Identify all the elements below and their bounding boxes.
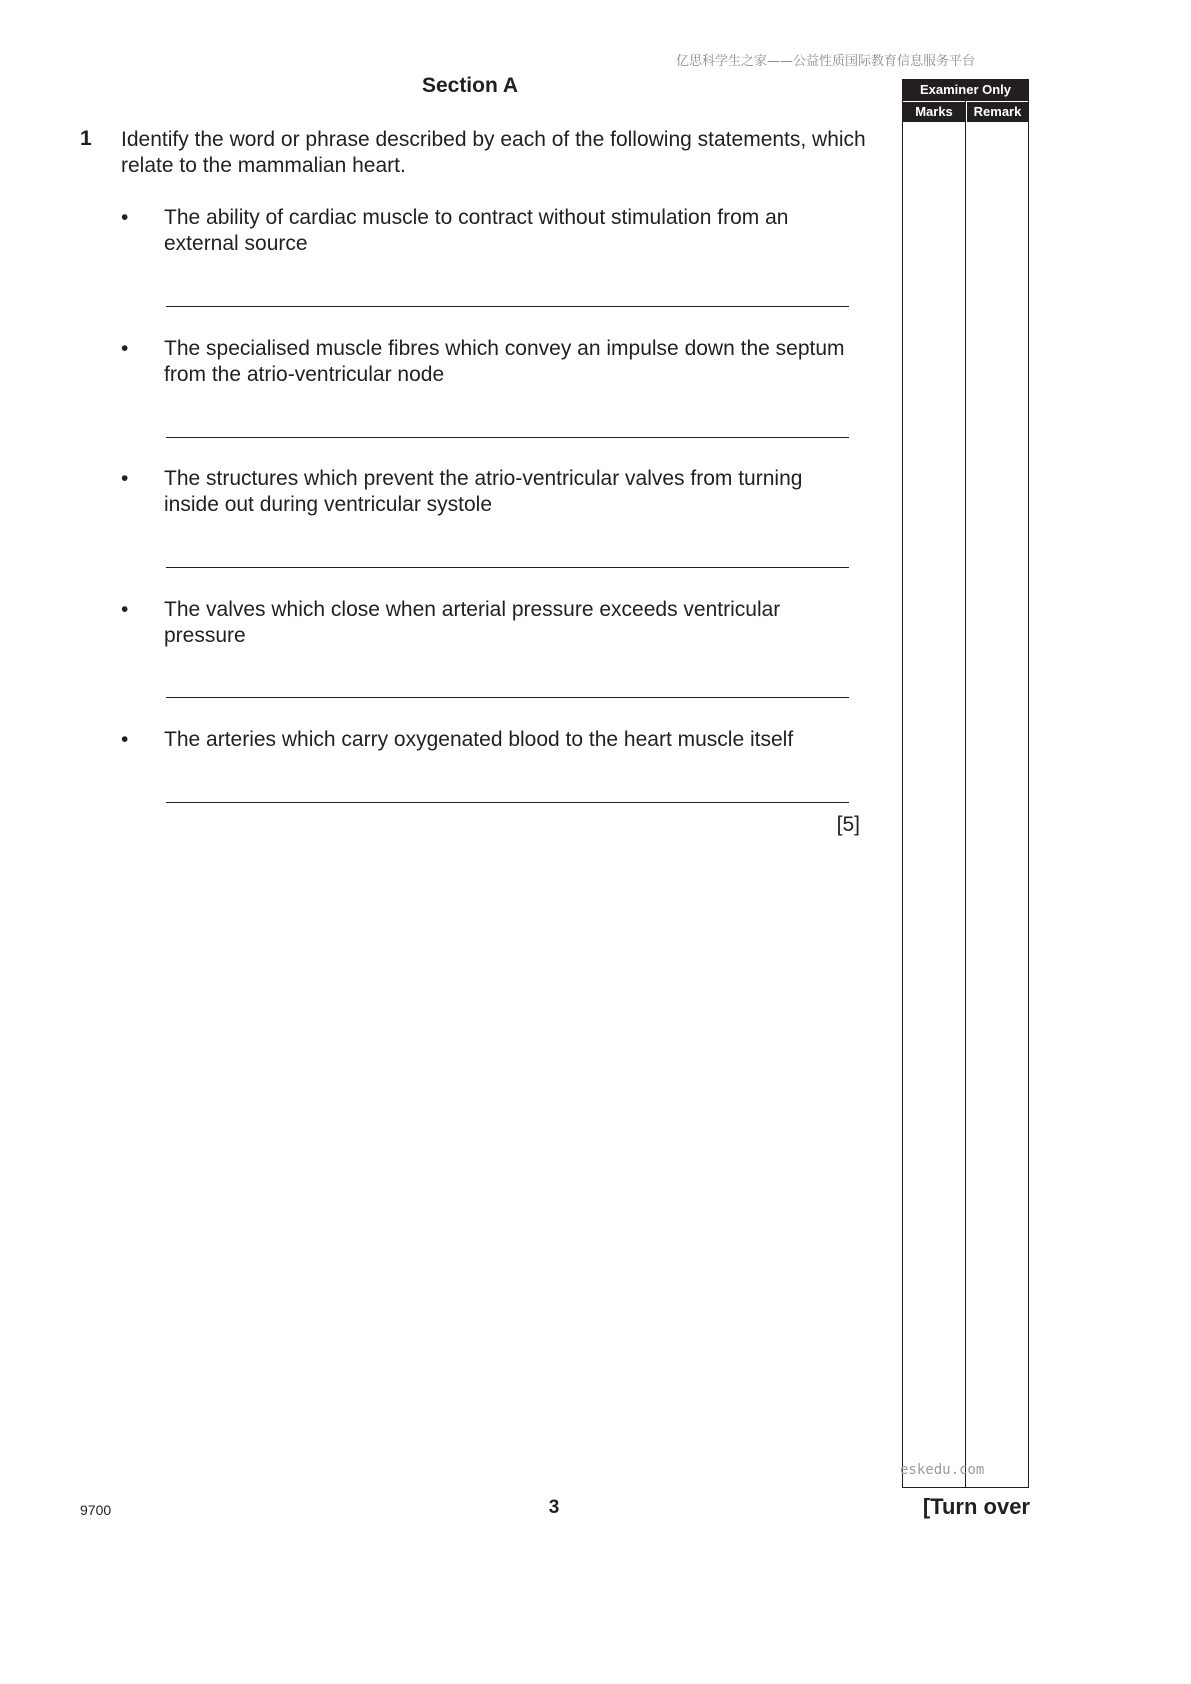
bullet-icon: • — [121, 598, 129, 621]
item-text: The structures which prevent the atrio-ventricular valves from turning inside out during ventricular systole — [164, 467, 803, 516]
footer-paper-code: 9700 — [80, 1502, 112, 1518]
examiner-column-divider — [965, 101, 966, 1487]
question-marks: [5] — [836, 813, 860, 836]
question-stem: Identify the word or phrase described by each of the following statements, which relate to the mammalian heart. — [121, 128, 866, 177]
section-title: Section A — [421, 74, 519, 97]
bullet-icon: • — [121, 206, 129, 229]
examiner-only-title: Examiner Only — [903, 80, 1028, 101]
item-text: The arteries which carry oxygenated blood to the heart muscle itself — [164, 728, 794, 751]
item-text: The specialised muscle fibres which convey an impulse down the septum from the atrio-ventricular node — [164, 337, 845, 386]
footer-turn-over: [Turn over — [922, 1494, 1030, 1519]
examiner-marks-header: Marks — [903, 102, 965, 122]
item-text: The valves which close when arterial pressure exceeds ventricular pressure — [164, 598, 781, 647]
header-watermark: 亿思科学生之家——公益性质国际教育信息服务平台 — [675, 54, 975, 69]
examiner-remark-header: Remark — [967, 102, 1028, 122]
answer-line-2[interactable] — [166, 437, 849, 438]
bullet-icon: • — [121, 337, 129, 360]
bullet-icon: • — [121, 467, 129, 490]
answer-line-3[interactable] — [166, 567, 849, 568]
item-text: The ability of cardiac muscle to contract without stimulation from an external source — [164, 206, 789, 255]
answer-line-5[interactable] — [166, 802, 849, 803]
bullet-icon: • — [121, 728, 129, 751]
answer-line-1[interactable] — [166, 306, 849, 307]
answer-line-4[interactable] — [166, 697, 849, 698]
footer-watermark: eskedu.com — [900, 1462, 985, 1478]
footer-page-number: 3 — [548, 1497, 560, 1518]
examiner-only-box — [902, 79, 1029, 1488]
question-number: 1 — [80, 127, 92, 150]
